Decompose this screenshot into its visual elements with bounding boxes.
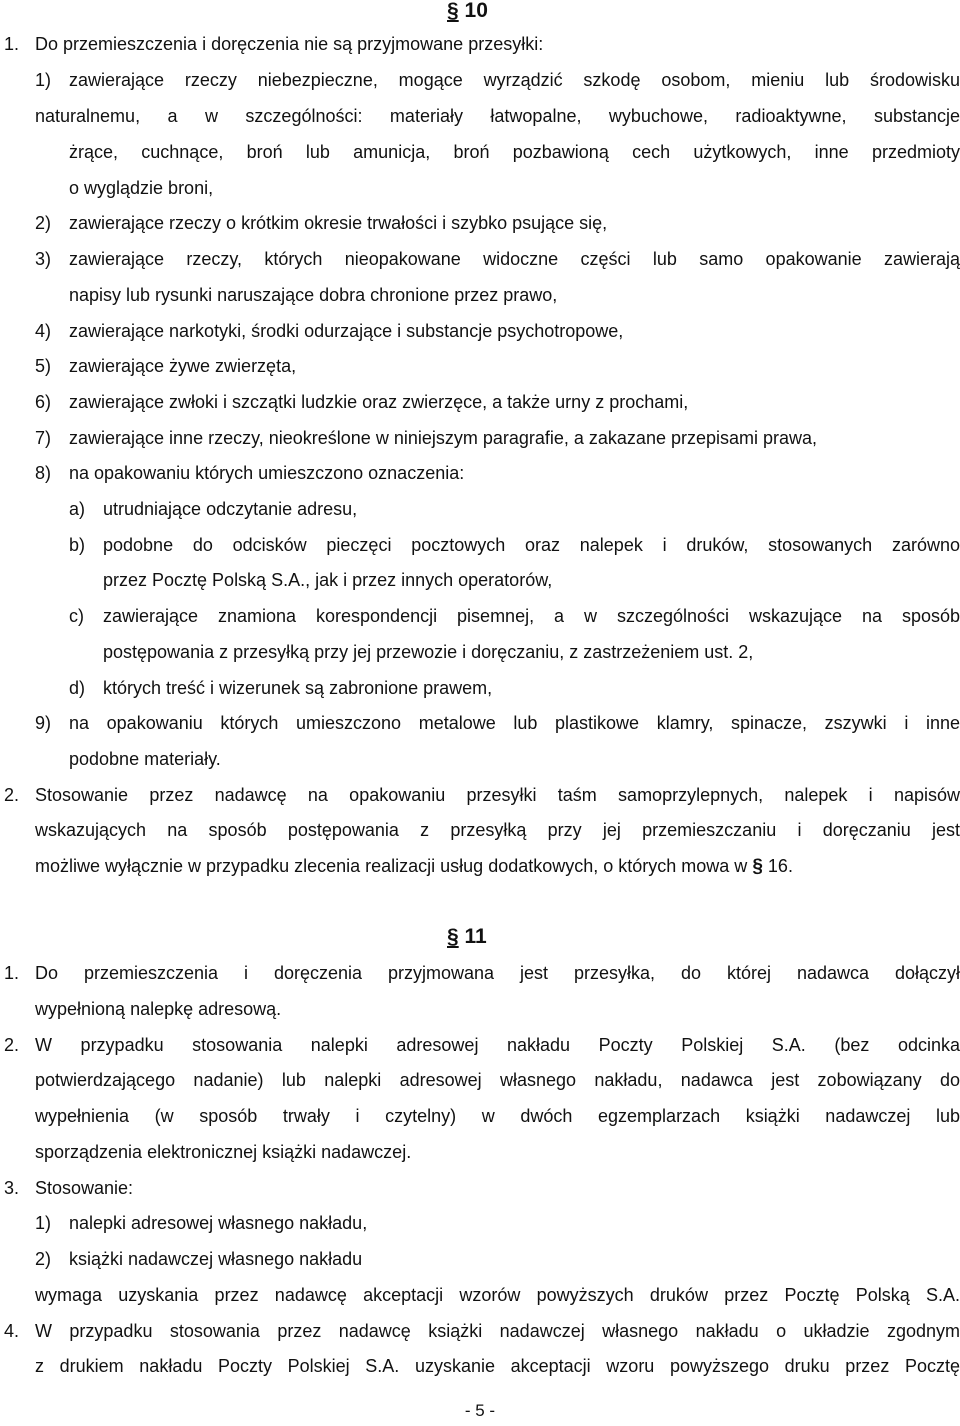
paragraph-intro: Stosowanie: [35, 1178, 134, 1198]
subitem-text: przez Pocztę Polską S.A., jak i przez innych operatorów, [103, 570, 553, 590]
item-number: 1) [35, 1213, 52, 1233]
subitem-text: zawierające znamiona korespondencji pisemnej, a w szczególności wskazujące na sposób [103, 606, 960, 626]
item-text: zawierające zwłoki i szczątki ludzkie oraz zwierzęce, a także urny z prochami, [69, 392, 689, 412]
paragraph-sign-icon: § [447, 0, 459, 22]
subitem-letter: b) [69, 535, 86, 555]
item-text: zawierające rzeczy, których nieopakowane widoczne części lub samo opakowanie zawierają [69, 249, 960, 269]
paragraph-text: wypełnioną nalepkę adresową. [35, 999, 282, 1019]
item-number: 4) [35, 321, 52, 341]
paragraph-number: 4. [4, 1321, 20, 1341]
item-text: naturalnemu, a w szczególności: materiały łatwopalne, wybuchowe, radioaktywne, substancje [35, 106, 960, 126]
paragraph-text-body: możliwe wyłącznie w przypadku zlecenia realizacji usług dodatkowych, o których mowa w [35, 856, 748, 876]
cross-reference: 16. [767, 856, 793, 876]
paragraph-text [35, 855, 793, 878]
section-11-heading [447, 926, 487, 948]
item-text: na opakowaniu których umieszczono oznaczenia: [69, 463, 465, 483]
item-text: podobne materiały. [69, 749, 221, 769]
paragraph-text: sporządzenia elektronicznej książki nadawczej. [35, 1142, 412, 1162]
paragraph-number: 1. [4, 963, 20, 983]
subitem-text: utrudniające odczytanie adresu, [103, 499, 358, 519]
paragraph-intro: Do przemieszczenia i doręczenia nie są przyjmowane przesyłki: [35, 34, 544, 54]
section-10-heading [447, 0, 488, 22]
paragraph-text: W przypadku stosowania nalepki adresowej nakładu Poczty Polskiej S.A. (bez odcinka [35, 1035, 960, 1055]
item-number: 2) [35, 1249, 52, 1269]
subitem-letter: c) [69, 606, 84, 626]
paragraph-sign-icon: § [752, 856, 763, 877]
item-number: 1) [35, 70, 52, 90]
paragraph-number: 1. [4, 34, 20, 54]
paragraph-text: wypełnienia (w sposób trwały i czytelny) w dwóch egzemplarzach książki nadawczej lub [35, 1106, 960, 1126]
subitem-text: których treść i wizerunek są zabronione prawem, [103, 678, 493, 698]
paragraph-number: 2. [4, 1035, 20, 1055]
paragraph-text: Stosowanie przez nadawcę na opakowaniu przesyłki taśm samoprzylepnych, nalepek i napisów [35, 785, 960, 805]
paragraph-text: W przypadku stosowania przez nadawcę książki nadawczej własnego nakładu o układzie zgodnym [35, 1321, 960, 1341]
item-number: 8) [35, 463, 52, 483]
paragraph-number: 2. [4, 785, 20, 805]
item-text: zawierające rzeczy o krótkim okresie trwałości i szybko psujące się, [69, 213, 608, 233]
item-number: 3) [35, 249, 52, 269]
item-number: 6) [35, 392, 52, 412]
subitem-letter: a) [69, 499, 86, 519]
item-text: na opakowaniu których umieszczono metalowe lub plastikowe klamry, spinacze, zszywki i inne [69, 713, 960, 733]
paragraph-text: wskazujących na sposób postępowania z przesyłką przy jej przemieszczaniu i doręczaniu jest [35, 820, 960, 840]
paragraph-number: 3. [4, 1178, 20, 1198]
item-text: książki nadawczej własnego nakładu [69, 1249, 363, 1269]
section-number: 11 [464, 925, 487, 948]
item-text: zawierające inne rzeczy, nieokreślone w niniejszym paragrafie, a zakazane przepisami prawa, [69, 428, 818, 448]
item-text: nalepki adresowej własnego nakładu, [69, 1213, 368, 1233]
item-text: zawierające żywe zwierzęta, [69, 356, 297, 376]
item-text: żrące, cuchnące, broń lub amunicja, broń pozbawioną cech użytkowych, inne przedmioty [69, 142, 960, 162]
paragraph-text: wymaga uzyskania przez nadawcę akceptacji wzorów powyższych druków przez Pocztę Polską S.A. [35, 1285, 960, 1305]
subitem-letter: d) [69, 678, 86, 698]
paragraph-text: potwierdzającego nadanie) lub nalepki adresowej własnego nakładu, nadawca jest zobowiązany do [35, 1070, 960, 1090]
subitem-text: podobne do odcisków pieczęci pocztowych oraz nalepek i druków, stosowanych zarówno [103, 535, 960, 555]
item-text: o wyglądzie broni, [69, 178, 214, 198]
item-text: zawierające narkotyki, środki odurzające i substancje psychotropowe, [69, 321, 624, 341]
item-text: napisy lub rysunki naruszające dobra chronione przez prawo, [69, 285, 558, 305]
paragraph-text: Do przemieszczenia i doręczenia przyjmowana jest przesyłka, do której nadawca dołączył [35, 963, 960, 983]
item-number: 9) [35, 713, 52, 733]
paragraph-sign-icon: § [447, 925, 459, 948]
paragraph-text: z drukiem nakładu Poczty Polskiej S.A. uzyskanie akceptacji wzoru powyższego druku przez Pocztę [35, 1356, 960, 1376]
item-number: 2) [35, 213, 52, 233]
item-text: zawierające rzeczy niebezpieczne, mogące wyrządzić szkodę osobom, mieniu lub środowisku [69, 70, 960, 90]
section-number: 10 [464, 0, 488, 22]
item-number: 5) [35, 356, 52, 376]
item-number: 7) [35, 428, 52, 448]
subitem-text: postępowania z przesyłką przy jej przewozie i doręczaniu, z zastrzeżeniem ust. 2, [103, 642, 754, 662]
page-number: - 5 - [464, 1401, 496, 1420]
